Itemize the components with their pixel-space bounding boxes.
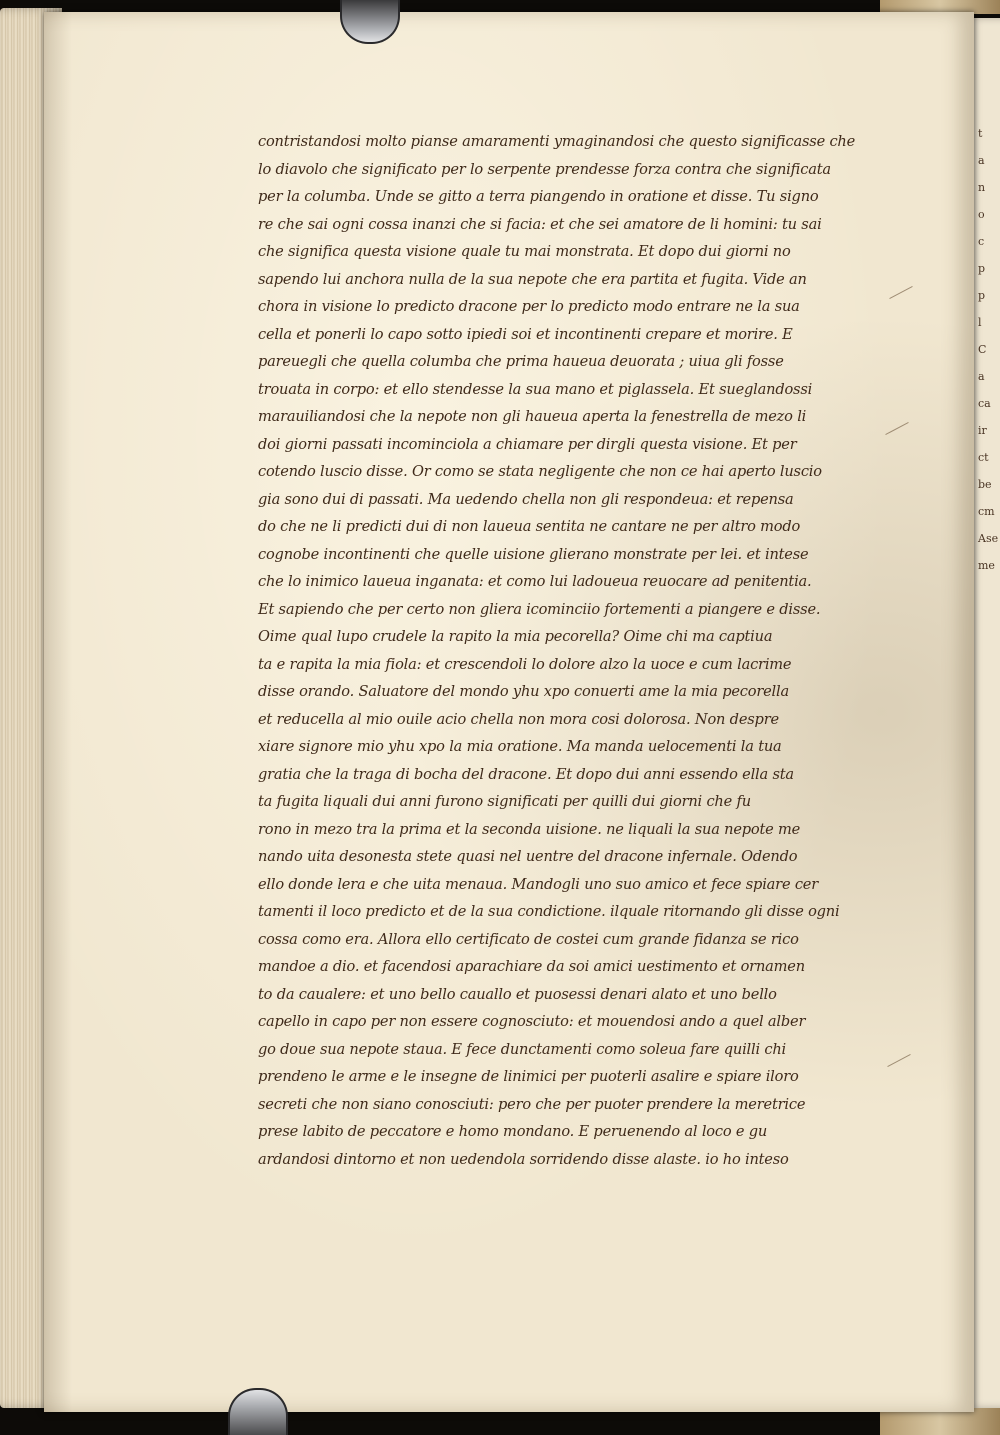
- text-line: nando uita desonesta stete quasi nel uentre del dracone infernale. Odendo: [258, 848, 798, 865]
- next-leaf-fragment: be: [978, 478, 992, 491]
- next-leaf-fragment: o: [978, 208, 985, 221]
- text-line: cella et ponerli lo capo sotto ipiedi soi et incontinenti crepare et morire. E: [258, 325, 793, 343]
- text-line: cossa como era. Allora ello certificato de costei cum grande fidanza se rico: [258, 930, 799, 948]
- manuscript-text-block: [258, 128, 898, 1173]
- text-line: pareuegli che quella columba che prima haueua deuorata ; uiua gli fosse: [258, 353, 784, 370]
- text-line: gia sono dui di passati. Ma uedendo chella non gli respondeua: et repensa: [258, 490, 794, 508]
- text-line: chora in visione lo predicto dracone per lo predicto modo entrare ne la sua: [258, 298, 800, 315]
- text-line: trouata in corpo: et ello stendesse la sua mano et piglassela. Et sueglandossi: [258, 380, 813, 398]
- next-leaf-fragment: Ase: [978, 532, 999, 545]
- next-leaf-fragment: ct: [978, 451, 989, 464]
- next-leaf-fragments: [978, 120, 1000, 579]
- text-line: che lo inimico laueua inganata: et como lui ladoueua reuocare ad penitentia.: [258, 573, 812, 590]
- next-leaf-fragment: l: [978, 316, 982, 329]
- text-line: disse orando. Saluatore del mondo yhu xpo conuerti ame la mia pecorella: [258, 683, 789, 700]
- text-line: prese labito de peccatore e homo mondano. E peruenendo al loco e gu: [258, 1123, 768, 1140]
- text-line: lo diavolo che significato per lo serpente prendesse forza contra che significata: [258, 160, 831, 178]
- text-line: rono in mezo tra la prima et la seconda uisione. ne liquali la sua nepote me: [258, 820, 801, 838]
- clip-bottom-icon: [228, 1388, 288, 1435]
- text-line: xiare signore mio yhu xpo la mia oratione. Ma manda uelocementi la tua: [258, 738, 782, 755]
- text-line: do che ne li predicti dui di non laueua sentita ne cantare ne per altro modo: [258, 518, 801, 535]
- text-line: marauiliandosi che la nepote non gli haueua aperta la fenestrella de mezo li: [258, 408, 807, 425]
- text-line: secreti che non siano conosciuti: pero che per puoter prendere la meretrice: [258, 1095, 806, 1113]
- next-leaf-fragment: me: [978, 559, 995, 572]
- text-line: et reducella al mio ouile acio chella non mora cosi dolorosa. Non despre: [258, 710, 779, 728]
- text-line: gratia che la traga di bocha del dracone. Et dopo dui anni essendo ella sta: [258, 765, 794, 783]
- next-leaf-fragment: c: [978, 235, 985, 248]
- next-leaf-fragment: C: [978, 343, 987, 356]
- text-line: tamenti il loco predicto et de la sua condictione. ilquale ritornando gli disse ogni: [258, 903, 840, 920]
- next-leaf-fragment: cm: [978, 505, 995, 518]
- text-line: cotendo luscio disse. Or como se stata negligente che non ce hai aperto luscio: [258, 463, 822, 480]
- next-leaf-fragment: a: [978, 370, 985, 383]
- text-line: Oime qual lupo crudele la rapito la mia pecorella? Oime chi ma captiua: [258, 628, 773, 645]
- next-leaf-fragment: ir: [978, 424, 987, 437]
- next-leaf-fragment: p: [978, 262, 986, 275]
- text-line: cognobe incontinenti che quelle uisione glierano monstrate per lei. et intese: [258, 545, 809, 563]
- next-leaf-fragment: n: [978, 181, 986, 194]
- text-line: che significa questa visione quale tu mai monstrata. Et dopo dui giorni no: [258, 243, 791, 260]
- text-line: Et sapiendo che per certo non gliera icominciio fortementi a piangere e disse.: [258, 600, 821, 618]
- text-line: to da caualere: et uno bello cauallo et puosessi denari alato et uno bello: [258, 985, 777, 1003]
- text-line: go doue sua nepote staua. E fece dunctamenti como soleua fare quilli chi: [258, 1040, 787, 1058]
- text-line: ardandosi dintorno et non uedendola sorridendo disse alaste. io ho inteso: [258, 1150, 789, 1168]
- next-leaf-fragment: p: [978, 289, 986, 302]
- text-line: ta fugita liquali dui anni furono significati per quilli dui giorni che fu: [258, 793, 751, 810]
- text-line: mandoe a dio. et facendosi aparachiare da soi amici uestimento et ornamen: [258, 958, 805, 975]
- text-line: per la columba. Unde se gitto a terra piangendo in oratione et disse. Tu signo: [258, 188, 819, 205]
- text-line: sapendo lui anchora nulla de la sua nepote che era partita et fugita. Vide an: [258, 270, 807, 288]
- text-line: prendeno le arme e le insegne de linimici per puoterli asalire e spiare iloro: [258, 1068, 799, 1085]
- text-line: doi giorni passati incominciola a chiamare per dirgli questa visione. Et per: [258, 435, 797, 453]
- next-leaf-fragment: a: [978, 154, 985, 167]
- text-line: re che sai ogni cossa inanzi che si facia: et che sei amatore de li homini: tu sai: [258, 215, 822, 233]
- text-line: capello in capo per non essere cognosciuto: et mouendosi ando a quel alber: [258, 1013, 806, 1030]
- text-line: ello donde lera e che uita menaua. Mandogli uno suo amico et fece spiare cer: [258, 875, 818, 893]
- next-leaf-fragment: ca: [978, 397, 991, 410]
- text-line: contristandosi molto pianse amaramenti ymaginandosi che questo significasse che: [258, 133, 856, 150]
- next-leaf-fragment: t: [978, 127, 983, 140]
- text-line: ta e rapita la mia fiola: et crescendoli lo dolore alzo la uoce e cum lacrime: [258, 655, 792, 673]
